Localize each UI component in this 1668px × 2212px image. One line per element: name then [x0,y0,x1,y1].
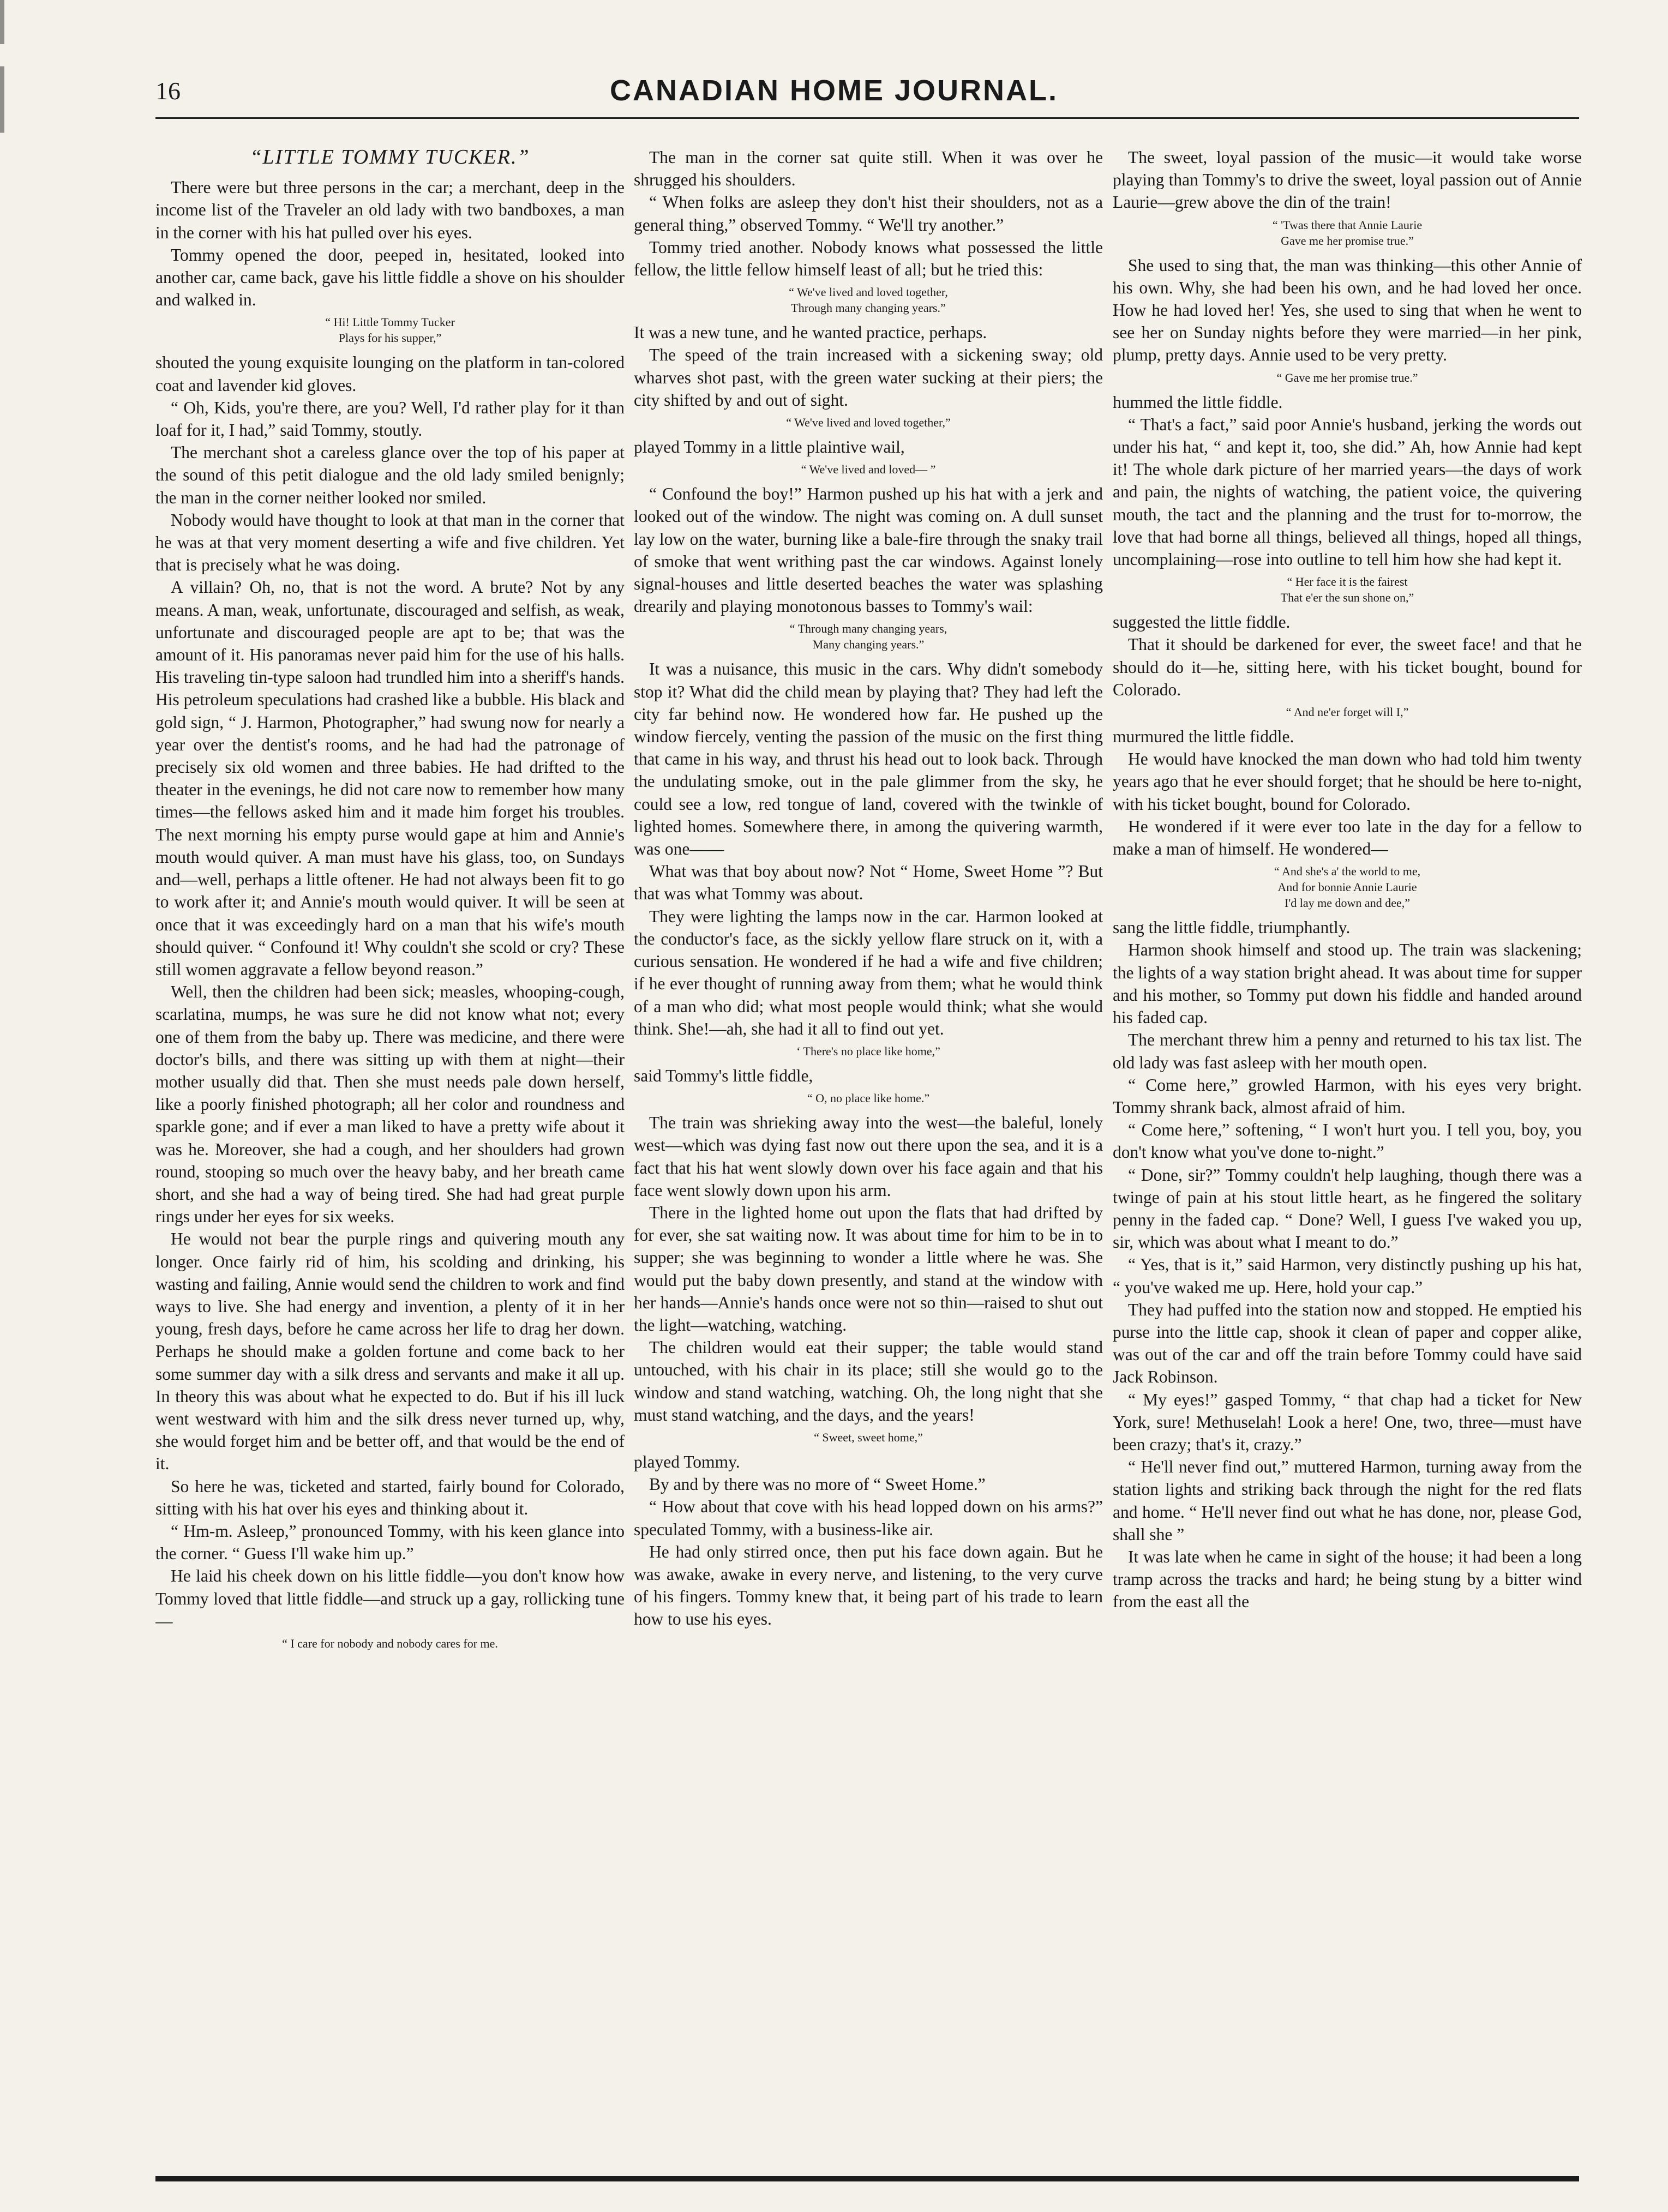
paragraph: suggested the little fiddle. [1113,612,1291,632]
story-title: “LITTLE TOMMY TUCKER.” [250,146,530,169]
verse-quote: “ Sweet, sweet home,” [814,1430,923,1444]
paragraph: “ Oh, Kids, you're there, are you? Well, I'd rather play for it than loaf for it, I had,” said Tommy, stoutly. [155,398,625,440]
verse-quote: “ Through many changing years, Many changing years.” [789,622,947,652]
paragraph: said Tommy's little fiddle, [634,1066,813,1085]
paragraph: It was a nuisance, this music in the cars. Why didn't somebody stop it? What did the child mean by playing that? They had left the city far behind now. He wondered how far. He pushed up the window fiercely, venting the passion of the music on the first thing that came in his way, and thrust his head out to look back. Through the undulating smoke, out in the pale glimmer from the sky, he could see a low, red tongue of land, covered with the twinkle of lighted homes. Somewhere there, in among the quivering warmth, was one—— [634,659,1103,859]
paragraph: Tommy opened the door, peeped in, hesitated, looked into another car, came back, gave his little fiddle a shove on his shoulder and walked in. [155,245,625,310]
paragraph: He laid his cheek down on his little fiddle—you don't know how Tommy loved that little fiddle—and struck up a gay, rollicking tune— [155,1566,625,1631]
paragraph: “ Come here,” growled Harmon, with his eyes very bright. Tommy shrank back, almost afraid of him. [1113,1075,1582,1117]
paragraph: “ My eyes!” gasped Tommy, “ that chap had a ticket for New York, sure! Methuselah! Look a here! One, two, three—must have been crazy; that's it, crazy.” [1113,1390,1582,1454]
paragraph: It was a new tune, and he wanted practice, perhaps. [634,323,987,342]
paragraph: Tommy tried another. Nobody knows what possessed the little fellow, the little fellow himself least of all; but he tried this: [634,237,1103,280]
paragraph: “ Confound the boy!” Harmon pushed up his hat with a jerk and looked out of the window. The night was coming on. A dull sunset lay low on the water, burning like a bale-fire through the snaky trail of smoke that went writhing past the car windows. Against lonely signal-houses and little deserted beaches the water was splashing drearily and playing monotonous basses to Tommy's wail: [634,484,1103,616]
verse-quote: “ And ne'er forget will I,” [1286,705,1409,719]
paragraph: A villain? Oh, no, that is not the word. A brute? Not by any means. A man, weak, unfortunate, discouraged and selfish, as weak, unfortunate and discouraged people are apt to be; that was the amount of it. His panoramas never paid him for the use of his halls. His traveling tin-type saloon had trundled him into a sheriff's hands. His petroleum speculations had crashed like a bubble. His black and gold sign, “ J. Harmon, Photographer,” had swung now for nearly a year over the dentist's rooms, and he had had the patronage of precisely six old women and three babies. He had drifted to the theater in the evenings, he did not care now to remember how many times—the fellows asked him and it made him forget his troubles. The next morning his empty purse would gape at him and Annie's mouth would quiver. A man must have his glass, too, on Sundays and—well, perhaps a little oftener. He had not always been fit to go to work after it; and Annie's mouth would quiver. It will be seen at once that it was exceedingly hard on a man that his wife's mouth should quiver. “ Confound it! Why couldn't she scold or cry? These still women aggravate a fellow beyond reason.” [155,578,625,979]
journal-title: CANADIAN HOME JOURNAL. [610,74,1058,107]
paragraph: played Tommy in a little plaintive wail, [634,437,905,457]
paragraph: “ That's a fact,” said poor Annie's husband, jerking the words out under his hat, “ and kept it, too, she did.” Ah, how Annie had kept it! The whole dark picture of her married years—the days of work and pain, the nights of watching, the patient voice, the quivering mouth, the tact and the planning and the trust for to-morrow, the love that had borne all things, believed all things, hoped all things, uncomplaining—rose into outline to tell him how she had kept it. [1113,414,1582,569]
verse-quote: “ Hi! Little Tommy Tucker Plays for his supper,” [325,315,455,345]
paragraph: murmured the little fiddle. [1113,727,1294,747]
verse-quote: “ O, no place like home.” [807,1091,930,1105]
paragraph: sang the little fiddle, triumphantly. [1113,918,1351,937]
paragraph: The man in the corner sat quite still. When it was over he shrugged his shoulders. [634,148,1103,190]
header-rule [155,117,1579,119]
paragraph: “ He'll never find out,” muttered Harmon, turning away from the station lights and striking back through the night for the red flats and home. “ He'll never find out what he has done, nor, please God, shall she ” [1113,1457,1582,1544]
verse-quote: “ Gave me her promise true.” [1276,370,1418,384]
paragraph: played Tommy. [634,1452,740,1471]
paragraph: She used to sing that, the man was thinking—this other Annie of his own. Why, she had been his own, and he had loved her once. How he had loved her! Yes, she used to sing that when he went to see her on Sunday nights before they were married—in her pink, plump, pretty days. Annie used to be very pretty. [1113,255,1582,365]
verse-quote: “ I care for nobody and nobody cares for me. [282,1637,498,1650]
paragraph: “ Yes, that is it,” said Harmon, very distinctly pushing up his hat, “ you've waked me up. Here, hold your cap.” [1113,1255,1582,1297]
paragraph: It was late when he came in sight of the house; it had been a long tramp across the tracks and hard; he being stung by a bitter wind from the east all the [1113,1547,1582,1612]
paragraph: “ Hm-m. Asleep,” pronounced Tommy, with his keen glance into the corner. “ Guess I'll wake him up.” [155,1521,625,1564]
paragraph: So here he was, ticketed and started, fairly bound for Colorado, sitting with his hat over his eyes and thinking about it. [155,1476,625,1518]
column-3 [1113,146,1582,2164]
column-2 [634,146,1103,2164]
page-edge-scan-mark [0,0,4,2212]
paragraph: “ Done, sir?” Tommy couldn't help laughing, though there was a twinge of pain at his stout little heart, as he fingered the solitary penny in the faded cap. “ Done? Well, I guess I've waked you up, sir, which was about what I meant to do.” [1113,1165,1582,1252]
paragraph: hummed the little fiddle. [1113,392,1283,412]
paragraph: They had puffed into the station now and stopped. He emptied his purse into the little cap, shook it clean of paper and copper alike, was out of the car and off the train before Tommy could have said Jack Robinson. [1113,1300,1582,1387]
paragraph: The children would eat their supper; the table would stand untouched, with his chair in its place; still she would go to the window and stand watching, watching. Oh, the long night that she must stand watching, and the days, and the years! [634,1338,1103,1424]
paragraph: “ How about that cove with his head lopped down on his arms?” speculated Tommy, with a business-like air. [634,1497,1103,1539]
paragraph: He would not bear the purple rings and quivering mouth any longer. Once fairly rid of him, his scolding and drinking, his wasting and failing, Annie would send the children to work and find ways to live. She had energy and invention, a plenty of it in her young, fresh days, before he came across her life to drag her down. Perhaps he should make a golden fortune and come back to her some summer day with a silk dress and servants and make it all up. In theory this was about what he expected to do. But if his ill luck went westward with him and the silk dress never turned up, why, she would forget him and be better off, and that would be the end of it. [155,1229,625,1474]
paragraph: The merchant shot a careless glance over the top of his paper at the sound of this petit dialogue and the old lady smiled benignly; the man in the corner neither looked nor smiled. [155,443,625,507]
paragraph: Nobody would have thought to look at that man in the corner that he was at that very moment deserting a wife and five children. Yet that is precisely what he was doing. [155,510,625,575]
paragraph: “ Come here,” softening, “ I won't hurt you. I tell you, boy, you don't know what you've done to-night.” [1113,1120,1582,1162]
column-2-body [634,146,1103,1631]
verse-quote: “ We've lived and loved together, Through many changing years.” [789,285,948,315]
paragraph: By and by there was no more of “ Sweet Home.” [649,1475,986,1494]
verse-quote: “ We've lived and loved together,” [786,416,951,430]
paragraph: Well, then the children had been sick; measles, whooping-cough, scarlatina, mumps, he was sure he did not know what not; every one of them from the baby up. There was medicine, and there were doctor's bills, and there was sitting up with them at night—their mother usually did that. Then she must needs pale down herself, like a poorly finished photograph; all her color and roundness and sparkle gone; and if ever a man liked to have a pretty wife about it was he. Moreover, she had a cough, and her shoulders had grown round, stooping so much over the heavy baby, and her breath came short, and she had a way of being tired. She had had great purple rings under her eyes for six weeks. [155,982,625,1227]
page-number: 16 [155,77,181,105]
paragraph: The train was shrieking away into the west—the baleful, lonely west—which was dying fast now out there upon the sea, and it is a fact that his hat went slowly down over his face again and that his face went slowly down upon his arm. [634,1113,1103,1200]
footer-rule [155,2176,1579,2181]
paragraph: What was that boy about now? Not “ Home, Sweet Home ”? But that was what Tommy was about. [634,862,1103,904]
paragraph: The sweet, loyal passion of the music—it would take worse playing than Tommy's to drive the sweet, loyal passion out of Annie Laurie—grew above the din of the train! [1113,148,1582,212]
paragraph: There were but three persons in the car; a merchant, deep in the income list of the Traveler an old lady with two bandboxes, a man in the corner with his hat pulled over his eyes. [155,178,625,242]
paragraph: Harmon shook himself and stood up. The train was slackening; the lights of a way station bright ahead. It was about time for supper and his mother, so Tommy put down his fiddle and handed around his faded cap. [1113,940,1582,1027]
paragraph: That it should be darkened for ever, the sweet face! and that he should do it—he, sitting here, with his ticket bought, bound for Colorado. [1113,635,1582,699]
column-1 [155,146,625,2164]
column-3-body [1113,146,1582,1613]
paragraph: He wondered if it were ever too late in the day for a fellow to make a man of himself. He wondered— [1113,816,1582,859]
paragraph: The speed of the train increased with a sickening sway; old wharves shot past, with the green water sucking at their piers; the city shifted by and out of sight. [634,345,1103,410]
paragraph: shouted the young exquisite lounging on the platform in tan-colored coat and lavender kid gloves. [155,353,625,395]
paragraph: The merchant threw him a penny and returned to his tax list. The old lady was fast asleep with her mouth open. [1113,1030,1582,1072]
paragraph: They were lighting the lamps now in the car. Harmon looked at the conductor's face, as the sickly yellow flare struck on it, with a curious sensation. He wondered if he had a wife and five children; if he ever thought of running away from them; what he would think of a man who did; what most people would think; what she would think. She!—ah, she had it all to find out yet. [634,906,1103,1038]
verse-quote: “ And she's a' the world to me, And for bonnie Annie Laurie I'd lay me down and dee,” [1274,864,1421,910]
paragraph: He had only stirred once, then put his face down again. But he was awake, awake in every nerve, and listening, to the very curve of his fingers. Tommy knew that, it being part of his trade to learn how to use his eyes. [634,1542,1103,1629]
verse-quote: “ We've lived and loved— ” [801,462,936,477]
verse-quote: “ 'Twas there that Annie Laurie Gave me her promise true.” [1272,218,1423,248]
paragraph: “ When folks are asleep they don't hist their shoulders, not as a general thing,” observed Tommy. “ We'll try another.” [634,193,1103,235]
paragraph: He would have knocked the man down who had told him twenty years ago that he ever should forget; that he should be here to-night, with his ticket bought, bound for Colorado. [1113,749,1582,814]
paragraph: There in the lighted home out upon the flats that had drifted by for ever, she sat waiting now. It was about time for him to be in to supper; she was beginning to wonder a little where he was. She would put the baby down presently, and stand at the window with her hands—Annie's hands once were not so thin—raised to shut out the light—watching, watching. [634,1203,1103,1335]
column-1-body [155,176,625,1651]
verse-quote: ‘ There's no place like home,” [796,1044,940,1058]
verse-quote: “ Her face it is the fairest That e'er the sun shone on,” [1280,575,1414,605]
